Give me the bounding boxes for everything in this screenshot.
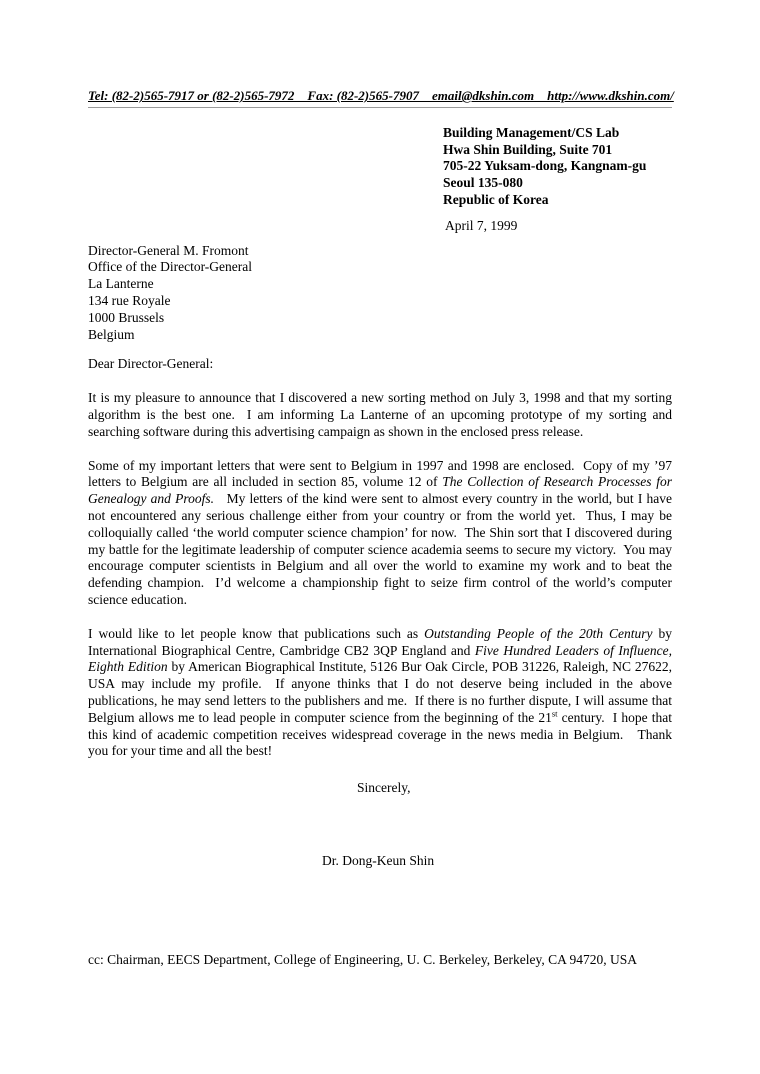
sender-address-line: Republic of Korea (443, 191, 549, 207)
text-segment: The Collection of Research Processes for Genealogy and Proofs. (88, 474, 673, 507)
recipient-address-line: La Lanterne (88, 276, 154, 292)
body-paragraph-1 (88, 390, 672, 440)
cc-line: cc: Chairman, EECS Department, College of Engineering, U. C. Berkeley, Berkeley, CA 94720, USA (88, 951, 638, 967)
sender-address-line: Building Management/CS Lab (443, 124, 620, 140)
sender-address-line: Seoul 135-080 (443, 175, 523, 191)
closing-sincerely: Sincerely, (357, 780, 411, 796)
body-paragraph-3 (88, 626, 672, 760)
text-segment: Five Hundred Leaders of Influence, Eighth Edition (88, 642, 672, 675)
recipient-address-line: Office of the Director-General (88, 259, 253, 275)
text-segment: My letters of the kind were sent to almost every country in the world, but I have not encountered any serious challenge either from your country or from the world yet. Thus, I may be colloquially called ‘the world computer science champion’ for now. The Shin sort that I discovered during my battle for the legitimate leadership of computer science academia seems to secure my victory. You may encourage computer scientists in Belgium and all over the world to examine my work and to beat the defending champion. I’d welcome a championship fight to seize firm control of the world’s computer science education. (88, 491, 672, 607)
sender-address-line: 705-22 Yuksam-dong, Kangnam-gu (443, 158, 647, 174)
text-segment: I would like to let people know that publications such as (88, 625, 425, 641)
contact-header-line: Tel: (82-2)565-7917 or (82-2)565-7972 Fax: (82-2)565-7907 email@dkshin.com http://www.dkshin.com/ (88, 88, 672, 108)
salutation: Dear Director-General: (88, 356, 214, 372)
text-segment: century. I hope that this kind of academic competition receives widespread coverage in the news media in Belgium. Thank you for your time and all the best! (88, 709, 672, 759)
text-segment: st (551, 708, 558, 719)
recipient-address-line: 134 rue Royale (88, 292, 171, 308)
sender-address-block (443, 125, 672, 209)
text-segment: by American Biographical Institute, 5126 Bur Oak Circle, POB 31226, Raleigh, NC 27622, USA may include my profile. If anyone thinks that I do not deserve being included in the above publications, he may send letters to the publishers and me. If there is no further dispute, I will assume that Belgium allows me to lead people in computer science from the beginning of the 21 (88, 659, 672, 725)
body-paragraph-2 (88, 458, 672, 609)
recipient-address-block (88, 243, 672, 344)
text-segment: by International Biographical Centre, Cambridge CB2 3QP England and (88, 625, 672, 658)
text-segment: Some of my important letters that were sent to Belgium in 1997 and 1998 are enclosed. Copy of my ’97 letters to Belgium are all included in section 85, volume 12 of (88, 457, 672, 490)
text-segment: Outstanding People of the 20th Century (424, 625, 653, 641)
signature-name: Dr. Dong-Keun Shin (322, 852, 435, 868)
letter-content (88, 88, 672, 968)
recipient-address-line: Belgium (88, 326, 135, 342)
text-segment: It is my pleasure to announce that I discovered a new sorting method on July 3, 1998 and that my sorting algorithm is the best one. I am informing La Lanterne of an upcoming prototype of my sorting and searching software during this advertising campaign as shown in the enclosed press release. (88, 390, 672, 439)
recipient-address-line: 1000 Brussels (88, 309, 165, 325)
recipient-address-line: Director-General M. Fromont (88, 242, 249, 258)
sender-address-line: Hwa Shin Building, Suite 701 (443, 141, 613, 157)
date-line: April 7, 1999 (445, 217, 518, 233)
